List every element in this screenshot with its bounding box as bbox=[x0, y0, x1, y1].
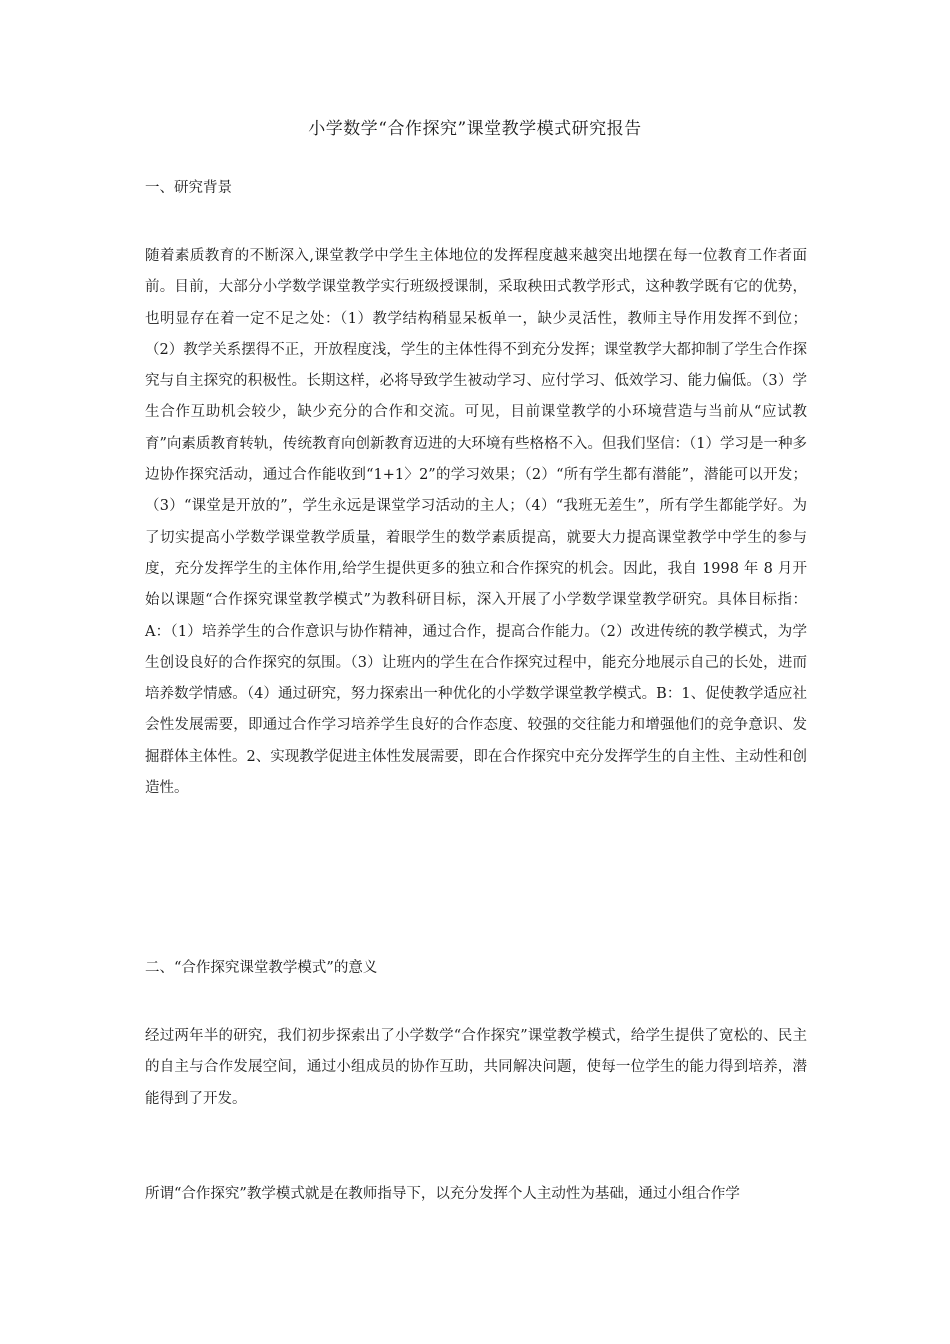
paragraph-research-result: 经过两年半的研究，我们初步探索出了小学数学“合作探究”课堂教学模式，给学生提供了宽松的、民主的自主与合作发展空间，通过小组成员的协作互助，共同解决问题，使每一位学生的能力得到培养，潜能得到了开发。 bbox=[145, 1028, 807, 1107]
document-title: 小学数学“合作探究”课堂教学模式研究报告 bbox=[308, 119, 642, 139]
section-heading-significance: 二、“合作探究课堂教学模式”的意义 bbox=[145, 960, 378, 976]
paragraph-definition: 所谓“合作探究”教学模式就是在教师指导下，以充分发挥个人主动性为基础，通过小组合作学 bbox=[145, 1186, 740, 1202]
paragraph-background: 随着素质教育的不断深入,课堂教学中学生主体地位的发挥程度越来越突出地摆在每一位教育工作者面前。目前，大部分小学数学课堂教学实行班级授课制，采取秧田式教学形式，这种教学既有它的优势，也明显存在着一定不足之处：（1）教学结构稍显呆板单一，缺少灵活性，教师主导作用发挥不到位；（2）教学关系摆得不正，开放程度浅，学生的主体性得不到充分发挥；课堂教学大都抑制了学生合作探究与自主探究的积极性。长期这样，必将导致学生被动学习、应付学习、低效学习、能力偏低。（3）学生合作互助机会较少，缺少充分的合作和交流。可见，目前课堂教学的小环境营造与当前从“应试教育”向素质教育转轨，传统教育向创新教育迈进的大环境有些格格不入。但我们坚信：（1）学习是一种多边协作探究活动，通过合作能收到“1+1〉2”的学习效果；（2）“所有学生都有潜能”，潜能可以开发；（3）“课堂是开放的”，学生永远是课堂学习活动的主人；（4）“我班无差生”，所有学生都能学好。为了切实提高小学数学课堂教学质量，着眼学生的数学素质提高，就要大力提高课堂教学中学生的参与度，充分发挥学生的主体作用,给学生提供更多的独立和合作探究的机会。因此，我自 1998 年 8 月开始以课题“合作探究课堂教学模式”为教科研目标，深入开展了小学数学课堂教学研究。具体目标指：A：（1）培养学生的合作意识与协作精神，通过合作，提高合作能力。（2）改进传统的教学模式，为学生创设良好的合作探究的氛围。（3）让班内的学生在合作探究过程中，能充分地展示自己的长处，进而培养数学情感。（4）通过研究，努力探索出一种优化的小学数学课堂教学模式。B：1、促使教学适应社会性发展需要，即通过合作学习培养学生良好的合作态度、较强的交往能力和增强他们的竞争意识、发掘群体主体性。2、实现教学促进主体性发展需要，即在合作探究中充分发挥学生的自主性、主动性和创造性。 bbox=[145, 248, 807, 797]
section-heading-background: 一、研究背景 bbox=[145, 180, 232, 196]
